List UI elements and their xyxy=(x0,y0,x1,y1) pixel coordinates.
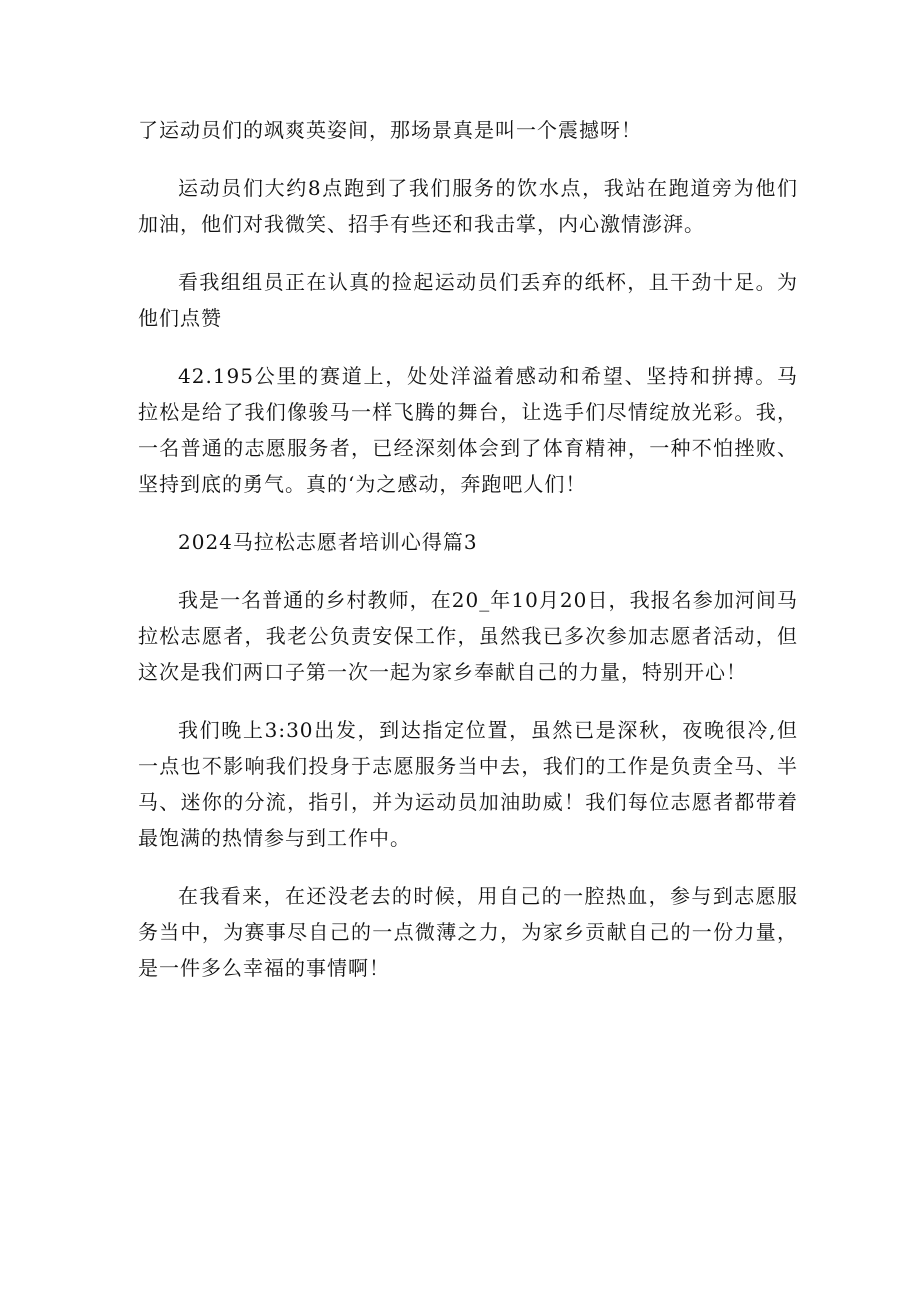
paragraph-continued: 了运动员们的飒爽英姿间，那场景真是叫一个震撼呀！ xyxy=(138,118,642,142)
paragraph: 42.195公里的赛道上，处处洋溢着感动和希望、坚持和拼搏。马拉松是给了我们像骏马一样飞腾的舞台，让选手们尽情绽放光彩。我，一名普通的志愿服务者，已经深刻体会到了体育精神，一种不怕挫败、坚持到底的勇气。真的‘为之感动，奔跑吧人们！ xyxy=(138,364,798,496)
paragraph: 看我组组员正在认真的捡起运动员们丢弃的纸杯，且干劲十足。为他们点赞 xyxy=(138,270,798,330)
paragraph: 我们晚上3:30出发，到达指定位置，虽然已是深秋，夜晚很冷,但一点也不影响我们投身于志愿服务当中去，我们的工作是负责全马、半马、迷你的分流，指引，并为运动员加油助威！我们每位志愿者都带着最饱满的热情参与到工作中。 xyxy=(138,718,798,850)
paragraph: 我是一名普通的乡村教师，在20_年10月20日，我报名参加河间马拉松志愿者，我老公负责安保工作，虽然我已多次参加志愿者活动，但这次是我们两口子第一次一起为家乡奉献自己的力量，特别开心！ xyxy=(138,588,798,684)
section-heading: 2024马拉松志愿者培训心得篇3 xyxy=(178,530,478,554)
document-body xyxy=(138,112,798,1008)
paragraph: 在我看来，在还没老去的时候，用自己的一腔热血，参与到志愿服务当中，为赛事尽自己的一点微薄之力，为家乡贡献自己的一份力量，是一件多么幸福的事情啊！ xyxy=(138,884,798,980)
paragraph: 运动员们大约8点跑到了我们服务的饮水点，我站在跑道旁为他们加油，他们对我微笑、招手有些还和我击掌，内心激情澎湃。 xyxy=(138,176,798,236)
